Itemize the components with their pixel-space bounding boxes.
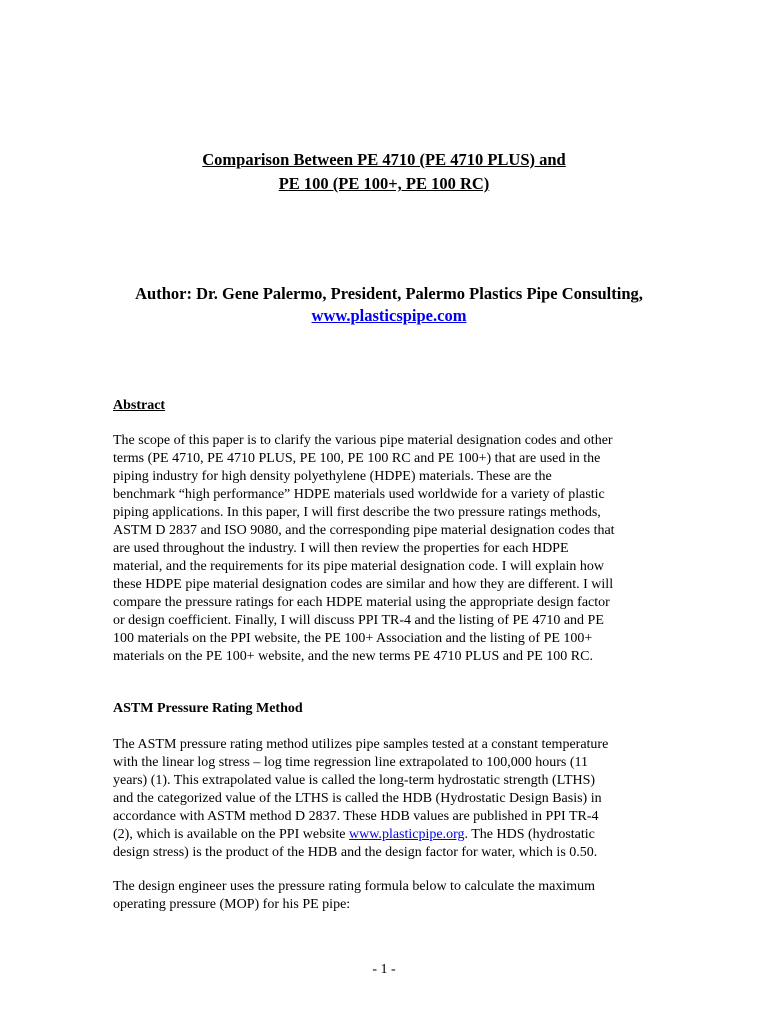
ppi-website-link[interactable]: www.plasticpipe.org <box>349 827 465 842</box>
astm-paragraph <box>113 736 673 862</box>
abstract-paragraph <box>113 432 673 666</box>
abstract-heading: Abstract <box>113 398 166 413</box>
page-number: - 1 - <box>372 962 396 977</box>
design-line: The design engineer uses the pressure rating formula below to calculate the maximum <box>113 879 596 894</box>
astm-line: The ASTM pressure rating method utilizes pipe samples tested at a constant temperature <box>113 737 609 752</box>
astm-line-with-link <box>113 826 673 844</box>
abstract-line: benchmark “high performance” HDPE materials used worldwide for a variety of plastic <box>113 487 605 502</box>
document-title-line-1: Comparison Between PE 4710 (PE 4710 PLUS) and <box>202 150 566 169</box>
author-line: Author: Dr. Gene Palermo, President, Palermo Plastics Pipe Consulting, <box>135 284 643 303</box>
astm-line-6-before: (2), which is available on the PPI website <box>113 827 350 842</box>
document-title-line-2: PE 100 (PE 100+, PE 100 RC) <box>278 174 490 193</box>
astm-line: with the linear log stress – log time regression line extrapolated to 100,000 hours (11 <box>113 755 588 770</box>
abstract-line: material, and the requirements for its pipe material designation code. I will explain how <box>113 559 605 574</box>
astm-line: design stress) is the product of the HDB and the design factor for water, which is 0.50. <box>113 845 598 860</box>
astm-heading: ASTM Pressure Rating Method <box>113 701 303 716</box>
abstract-line: these HDPE pipe material designation codes are similar and how they are different. I will <box>113 577 614 592</box>
abstract-line: piping applications. In this paper, I will first describe the two pressure ratings methods, <box>113 505 601 520</box>
author-website-link[interactable]: www.plasticspipe.com <box>311 306 467 325</box>
abstract-line: 100 materials on the PPI website, the PE 100+ Association and the listing of PE 100+ <box>113 631 593 646</box>
astm-line: and the categorized value of the LTHS is called the HDB (Hydrostatic Design Basis) in <box>113 791 602 806</box>
abstract-line: ASTM D 2837 and ISO 9080, and the corresponding pipe material designation codes that <box>113 523 615 538</box>
astm-line-6-after: . The HDS (hydrostatic <box>464 827 595 842</box>
abstract-line: terms (PE 4710, PE 4710 PLUS, PE 100, PE 100 RC and PE 100+) that are used in the <box>113 451 601 466</box>
author-website-row <box>0 305 768 327</box>
abstract-line: piping industry for high density polyethylene (HDPE) materials. These are the <box>113 469 552 484</box>
abstract-line: or design coefficient. Finally, I will discuss PPI TR-4 and the listing of PE 4710 and PE <box>113 613 604 628</box>
abstract-line: The scope of this paper is to clarify the various pipe material designation codes and other <box>113 433 613 448</box>
abstract-line: materials on the PE 100+ website, and the new terms PE 4710 PLUS and PE 100 RC. <box>113 649 593 664</box>
design-line: operating pressure (MOP) for his PE pipe: <box>113 897 351 912</box>
abstract-line: compare the pressure ratings for each HDPE material using the appropriate design factor <box>113 595 610 610</box>
astm-line: accordance with ASTM method D 2837. These HDB values are published in PPI TR-4 <box>113 809 599 824</box>
abstract-line: are used throughout the industry. I will then review the properties for each HDPE <box>113 541 569 556</box>
astm-line: years) (1). This extrapolated value is called the long-term hydrostatic strength (LTHS) <box>113 773 596 788</box>
design-paragraph <box>113 878 673 914</box>
